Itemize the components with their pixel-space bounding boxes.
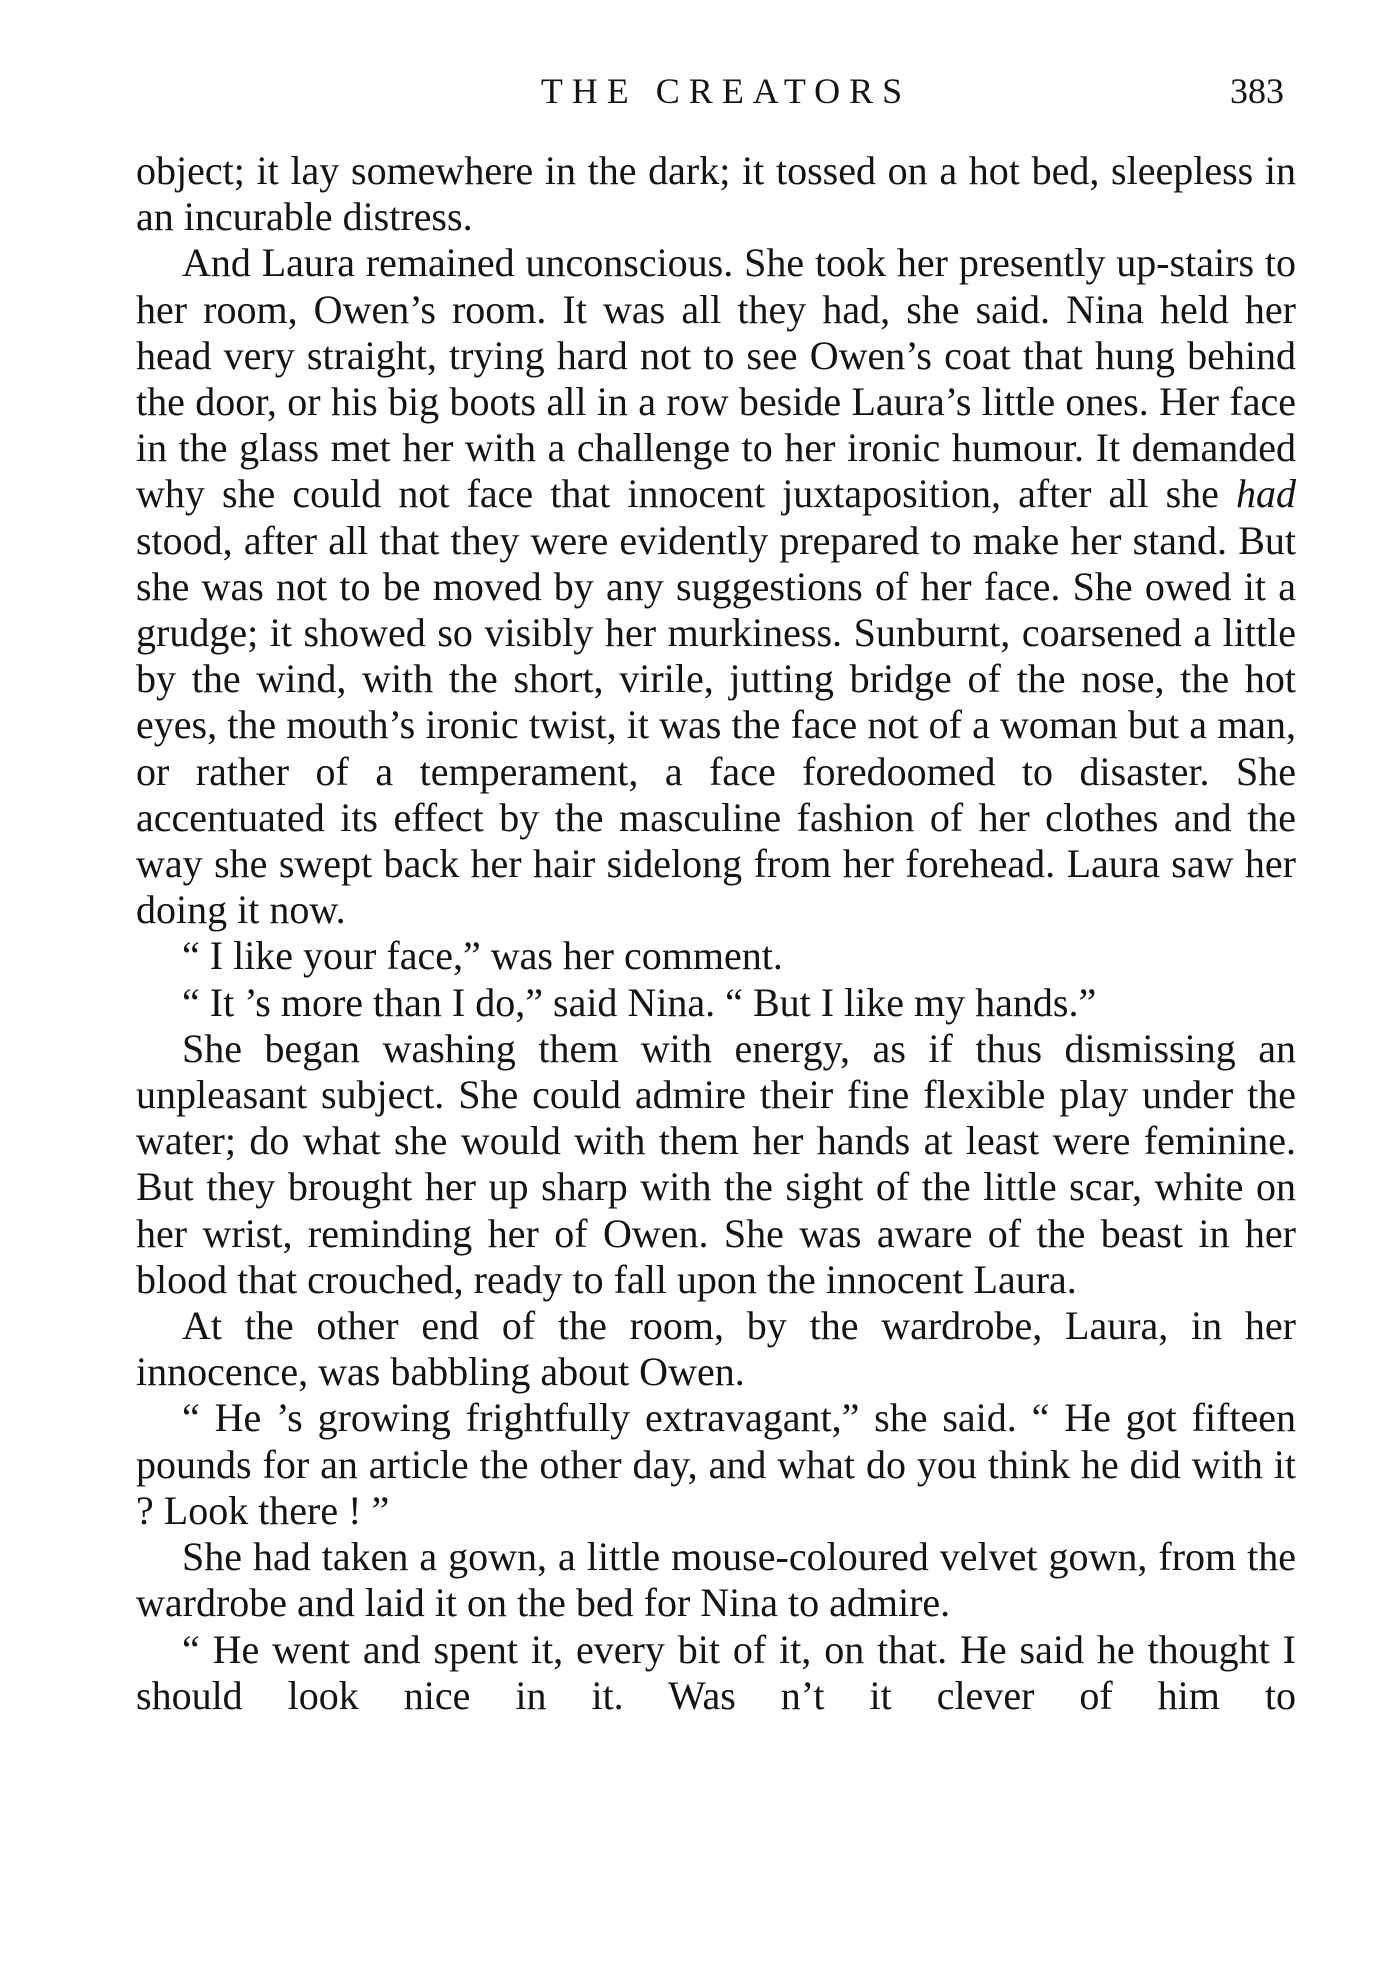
paragraph-laura-room [136,240,1296,933]
running-head [136,66,1296,116]
italic-emphasis: had [1236,471,1296,517]
dialogue-line: “ I like your face,” was her comment. [182,933,783,979]
dialogue-line: “ It ’s more than I do,” said Nina. “ But I like my hands.” [182,979,1097,1025]
paragraph-text: And Laura remained unconscious. She took her presently up-stairs to her room, Owen’s room. It was all they had, she said. Nina held her head very straight, trying hard not to see Owen’s coat that hung behind the door, or his big boots all in a row beside Laura’s little ones. Her face in the glass met her with a challenge to her ironic humour. It demanded why she could not face that innocent juxtaposition, after all she [136,240,1296,517]
body-text [136,148,1296,1719]
paragraph-continuation: object; it lay somewhere in the dark; it tossed on a hot bed, sleepless in an incurable distress. [136,148,1296,240]
paragraph-wardrobe: At the other end of the room, by the wardrobe, Laura, in her innocence, was babbling about Owen. [136,1303,1296,1395]
page-number: 383 [1230,71,1284,111]
dialogue-line: “ He went and spent it, every bit of it, on that. He said he thought I should look nice in it. Was n’t it clever of him to [136,1626,1296,1718]
running-title: THE CREATORS [540,71,912,111]
paragraph-gown: She had taken a gown, a little mouse-coloured velvet gown, from the wardrobe and laid it on the bed for Nina to admire. [136,1534,1296,1626]
paragraph-washing-hands: She began washing them with energy, as if thus dismissing an unpleasant subject. She could admire their fine flexible play under the water; do what she would with them her hands at least were feminine. But they brought her up sharp with the sight of the little scar, white on her wrist, reminding her of Owen. She was aware of the beast in her blood that crouched, ready to fall upon the innocent Laura. [136,1025,1296,1302]
paragraph-text: stood, after all that they were evidently prepared to make her stand. But she was not to be moved by any suggestions of her face. She owed it a grudge; it showed so visibly her murkiness. Sunburnt, coarsened a little by the wind, with the short, virile, jutting bridge of the nose, the hot eyes, the mouth’s ironic twist, it was the face not of a woman but a man, or rather of a temperament, a face foredoomed to disaster. She accentuated its effect by the masculine fashion of her clothes and the way she swept back her hair sidelong from her forehead. Laura saw her doing it now. [136,517,1296,933]
dialogue-line: “ He ’s growing frightfully extravagant,” she said. “ He got fifteen pounds for an article the other day, and what do you think he did with it ? Look there ! ” [136,1395,1296,1533]
